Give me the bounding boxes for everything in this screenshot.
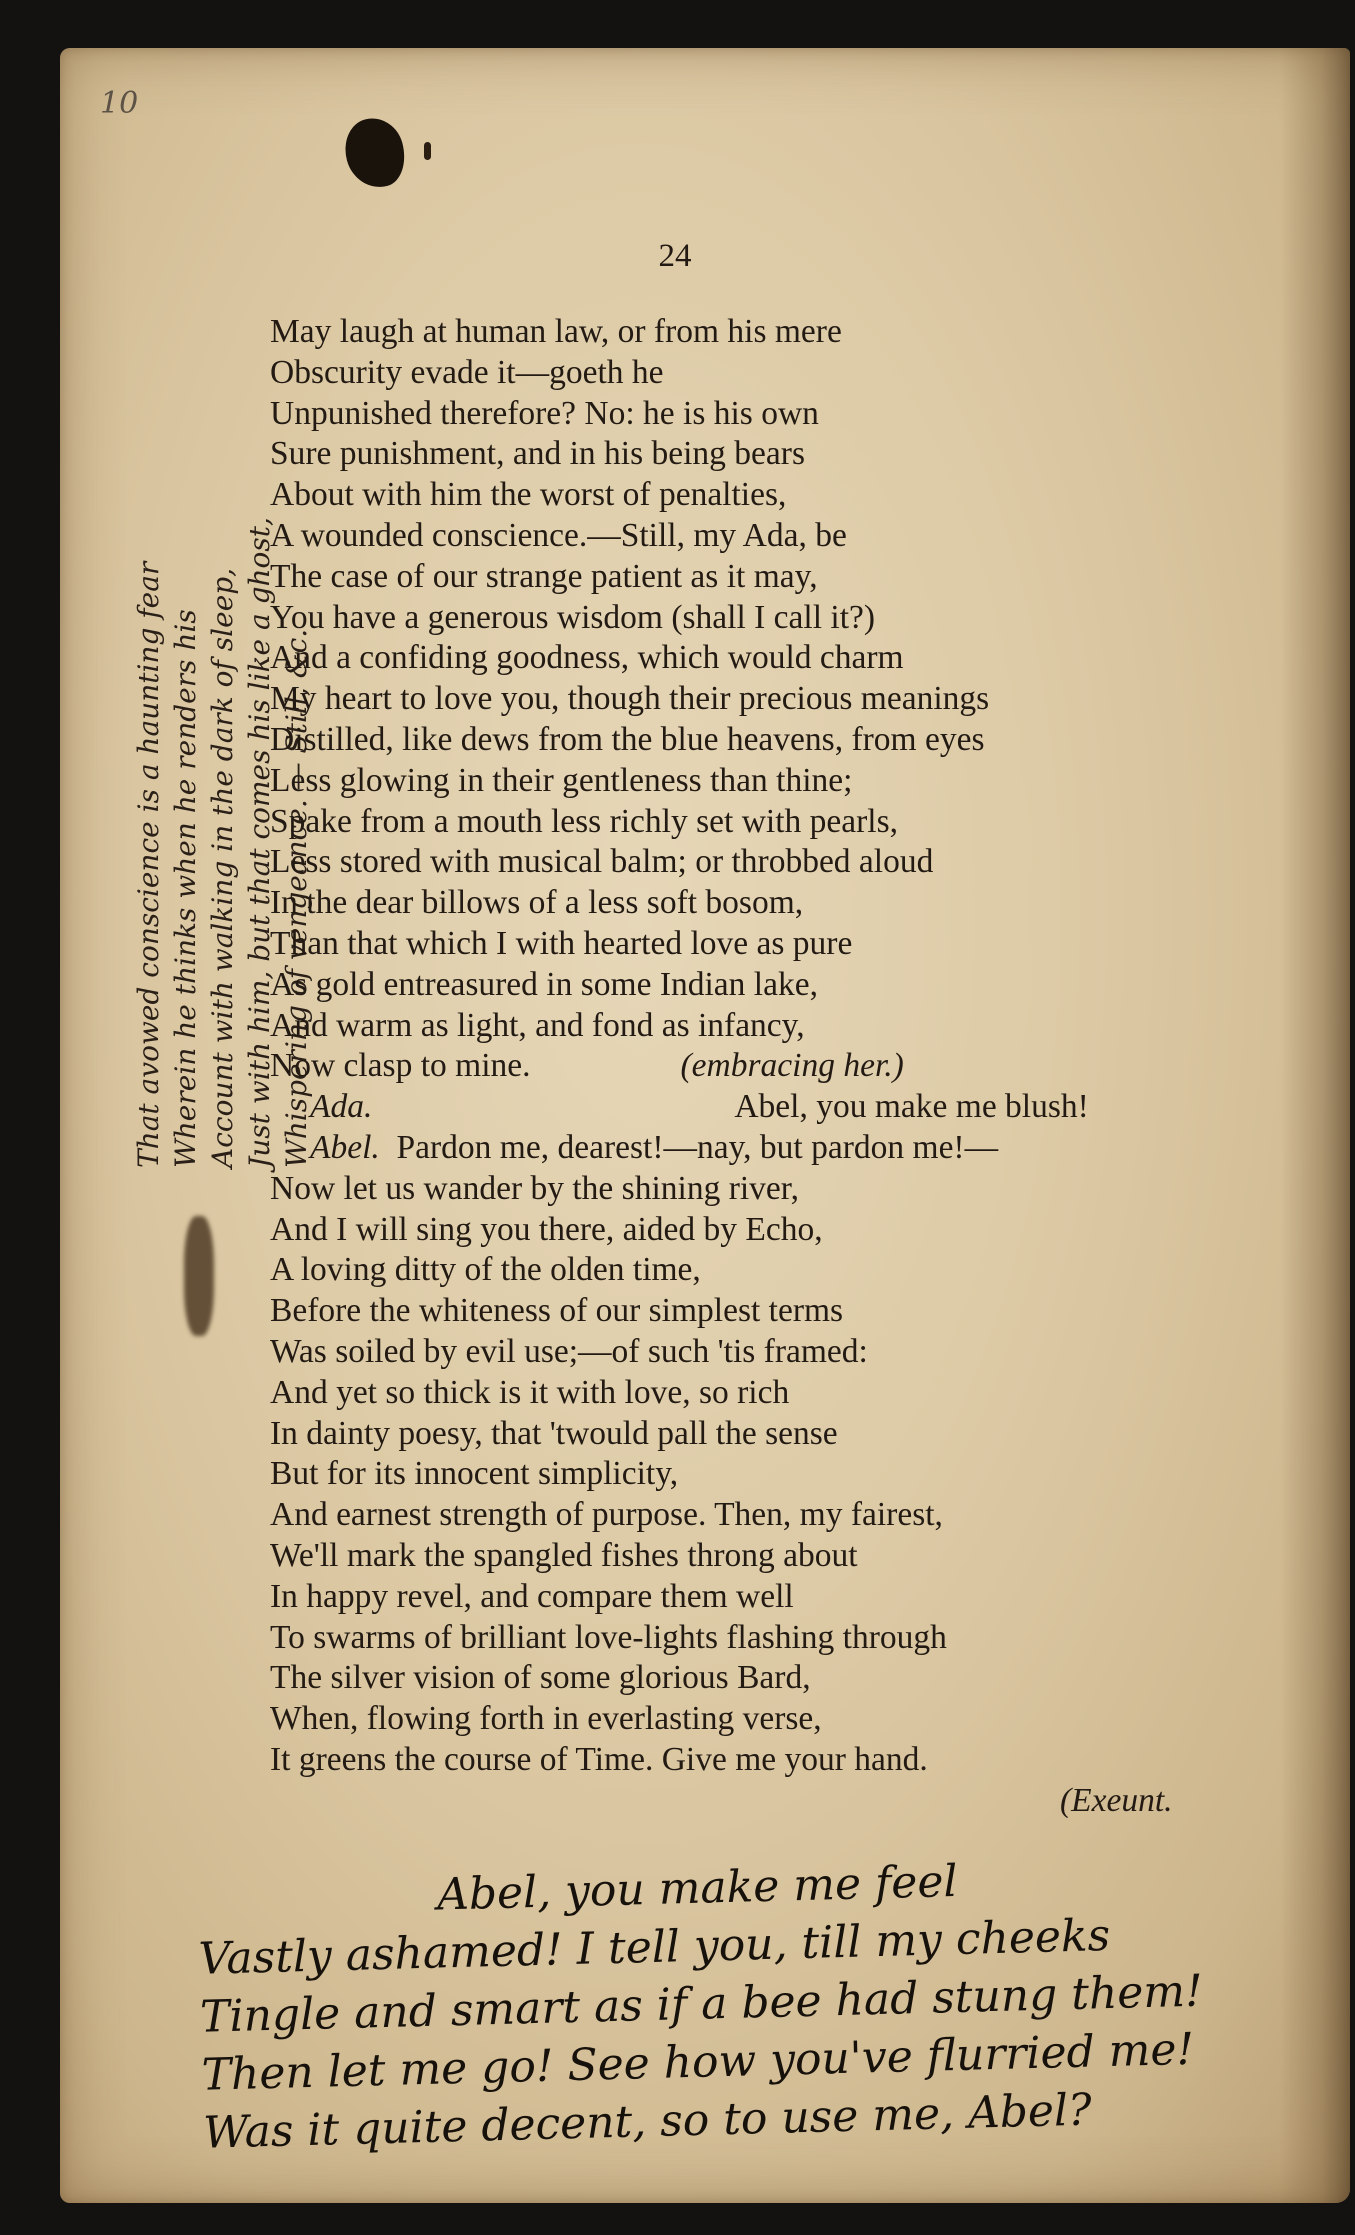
verse-line: My heart to love you, though their precious meanings xyxy=(270,680,990,718)
handwritten-annotation xyxy=(196,1843,1333,2162)
verse-line-clasp xyxy=(270,1046,1270,1087)
verse-line: The case of our strange patient as it may, xyxy=(270,557,818,595)
stage-direction: (embracing her.) xyxy=(680,1047,904,1085)
verse-line: A loving ditty of the olden time, xyxy=(270,1251,701,1289)
verse-line: Spake from a mouth less richly set with pearls, xyxy=(270,802,898,840)
speaker-abel: Abel. xyxy=(310,1128,380,1166)
verse-line: In happy revel, and compare them well xyxy=(270,1577,794,1615)
verse-line: To swarms of brilliant love-lights flashing through xyxy=(270,1618,947,1656)
verse-line: When, flowing forth in everlasting verse, xyxy=(270,1700,822,1738)
verse-line: We'll mark the spangled fishes throng about xyxy=(270,1536,858,1574)
abel-line: Pardon me, dearest!—nay, but pardon me!— xyxy=(396,1128,999,1166)
verse-line: As gold entreasured in some Indian lake, xyxy=(270,965,818,1003)
verse-line: A wounded conscience.—Still, my Ada, be xyxy=(270,516,847,554)
verse-line: It greens the course of Time. Give me your hand. xyxy=(270,1740,928,1778)
verse-text xyxy=(270,312,1270,1821)
ada-speech xyxy=(270,1087,1270,1128)
abel-speech xyxy=(270,1128,1270,1169)
verse-line: About with him the worst of penalties, xyxy=(270,476,787,514)
verse-line: And warm as light, and fond as infancy, xyxy=(270,1006,805,1044)
ink-blot xyxy=(338,112,412,195)
speaker-ada: Ada. xyxy=(310,1088,373,1126)
verse-line: Less stored with musical balm; or throbbed aloud xyxy=(270,843,934,881)
ink-dot xyxy=(424,142,431,160)
verse-line: And yet so thick is it with love, so rich xyxy=(270,1373,790,1411)
handwritten-line: Was it quite decent, so to use me, Abel? xyxy=(202,2084,1093,2159)
clasp-text: Now clasp to mine. xyxy=(270,1047,531,1085)
handwritten-line: Abel, you make me feel xyxy=(436,1855,959,1921)
margin-note-line: That avowed conscience is a haunting fear xyxy=(132,561,165,1168)
margin-note-line: Whispering of vengeance. — Still, &c. xyxy=(280,628,313,1168)
handwritten-line: Vastly ashamed! I tell you, till my cheeks xyxy=(197,1909,1111,1985)
verse-line: Less glowing in their gentleness than thine; xyxy=(270,761,853,799)
ada-line: Abel, you make me blush! xyxy=(734,1088,1089,1126)
book-page xyxy=(60,48,1350,2203)
verse-line: Sure punishment, and in his being bears xyxy=(270,435,805,473)
verse-line: You have a generous wisdom (shall I call it?) xyxy=(270,598,876,636)
verse-line: And I will sing you there, aided by Echo, xyxy=(270,1210,823,1248)
verse-line: Distilled, like dews from the blue heavens, from eyes xyxy=(270,720,985,758)
verse-line: Was soiled by evil use;—of such 'tis framed: xyxy=(270,1332,868,1370)
verse-line: But for its innocent simplicity, xyxy=(270,1455,679,1493)
margin-note-line: Wherein he thinks when he renders his xyxy=(169,609,202,1168)
verse-line: Unpunished therefore? No: he is his own xyxy=(270,394,819,432)
ink-smudge xyxy=(184,1216,214,1336)
verse-line: In the dear billows of a less soft bosom, xyxy=(270,884,804,922)
verse-line: Before the whiteness of our simplest terms xyxy=(270,1292,844,1330)
verse-line: And a confiding goodness, which would charm xyxy=(270,639,904,677)
verse-line: The silver vision of some glorious Bard, xyxy=(270,1659,811,1697)
margin-note-line: Account with walking in the dark of sleep, xyxy=(206,567,239,1168)
handwritten-line: Then let me go! See how you've flurried me! xyxy=(201,2023,1195,2101)
page-number: 24 xyxy=(658,238,692,274)
verse-line: Now let us wander by the shining river, xyxy=(270,1169,799,1207)
verse-line: Than that which I with hearted love as pure xyxy=(270,924,853,962)
verse-line: And earnest strength of purpose. Then, my fairest, xyxy=(270,1496,943,1534)
pencil-page-number: 10 xyxy=(100,86,139,121)
handwritten-line: Tingle and smart as if a bee had stung them! xyxy=(199,1965,1204,2043)
verse-line: In dainty poesy, that 'twould pall the sense xyxy=(270,1414,838,1452)
stage-direction-exeunt: (Exeunt. xyxy=(1060,1781,1173,1819)
margin-note-line: Just with him, but that comes his like a ghost, xyxy=(243,517,276,1168)
verse-line: Obscurity evade it—goeth he xyxy=(270,353,664,391)
verse-line: May laugh at human law, or from his mere xyxy=(270,313,842,350)
